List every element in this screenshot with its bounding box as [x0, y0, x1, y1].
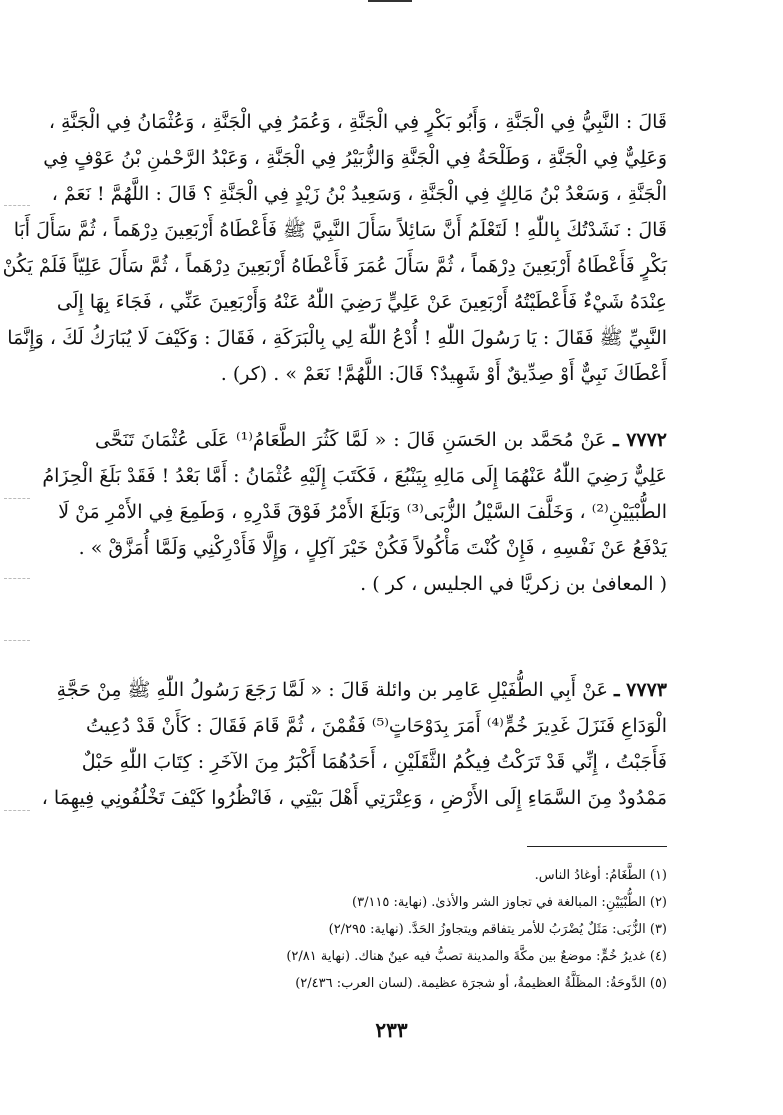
text-line: أَعْطَاكَ نَبِيٌّ أَوْ صِدِّيقٌ أَوْ شَهِيدٌ؟ قَالَ: اللَّهُمَّ! نَعَمْ » . (كر) . — [220, 363, 667, 385]
text-line: فَأَجَبْتُ ، إِنِّي قَدْ تَرَكْتُ فِيكُمُ الثَّقَلَيْنِ ، أَحَدُهُمَا أَكْبَرُ مِنَ الآخَرِ : كِتَابَ اللّٰهِ حَبْلٌ — [81, 751, 667, 773]
footnote: (٣) الزُّبَى: مَثَلٌ يُضْرَبُ للأمر يتفاقم ويتجاوزُ الحَدَّ. (نهاية: ٢/٢٩٥) — [328, 922, 667, 937]
footnote: (٢) الطُّبْيَيْنِ: المبالغة في تجاوز الشر والأذىٰ. (نهاية: ٣/١١٥) — [352, 895, 667, 910]
hadith-7773 — [41, 672, 667, 816]
text-line-content: عَنْ أَبِي الطُّفَيْلِ عَامِر بن وائلة قَالَ : « لَمَّا رَجَعَ رَسُولُ اللّٰهِ ﷺ مِنْ حَجَّةِ — [56, 679, 608, 701]
source-citation: ( المعافىٰ بن زكريَّا في الجليس ، كر ) . — [360, 573, 667, 595]
text-line: الطُّبْيَيْنِ⁽²⁾ ، وَخَلَّفَ السَّيْلُ الزُّبَى⁽³⁾ وَبَلَغَ الأَمْرُ فَوْقَ قَدْرِهِ ، وَطَمِعَ فِي الأَمْرِ مَنْ لَا — [58, 501, 667, 523]
gutter-mark — [4, 640, 30, 641]
gutter-mark — [4, 205, 30, 206]
text-line: قَالَ : نَشَدْتُكَ بِاللّٰهِ ! لَتَعْلَمُ أَنَّ سَائِلاً سَأَلَ النَّبِيَّ ﷺ فَأَعْطَاهُ أَرْبَعِينَ دِرْهَماً ، ثُمَّ سَأَلَ أَبَا — [13, 219, 667, 241]
text-line: وَعَلِيٌّ فِي الْجَنَّةِ ، وَطَلْحَةُ فِي الْجَنَّةِ وَالزُّبَيْرُ فِي الْجَنَّةِ ، وَعَبْدُ الرَّحْمٰنِ بْنُ عَوْفٍ فِي — [43, 147, 667, 169]
text-line: النَّبِيِّ ﷺ فَقَالَ : يَا رَسُولَ اللّٰهِ ! أُدْعُ اللّٰهَ لِي بِالْبَرَكَةِ ، فَقَالَ : وَكَيْفَ لَا يُبَارَكُ لَكَ ، وَإِنَّمَا — [7, 327, 667, 349]
hadith-number: ٧٧٧٣ ـ — [613, 679, 667, 701]
text-line — [56, 672, 667, 708]
footnotes — [95, 862, 667, 997]
text-line: مَمْدُودٌ مِنَ السَّمَاءِ إِلَى الأَرْضِ ، وَعِتْرَتِي أَهْلَ بَيْتِي ، فَانْظُرُوا كَيْفَ تَخْلُفُونِي فِيهِمَا ، — [41, 787, 667, 809]
footnote-divider — [527, 846, 667, 847]
page-number: ٢٣٣ — [375, 1018, 408, 1042]
hadith-7771-continuation — [2, 104, 667, 392]
text-line: قَالَ : النَّبِيُّ فِي الْجَنَّةِ ، وَأَبُو بَكْرٍ فِي الْجَنَّةِ ، وَعُمَرُ فِي الْجَنَّةِ ، وَعُثْمَانُ فِي الْجَنَّةِ ، — [48, 111, 667, 133]
footnote: (٤) غديرُ خُمٍّ: موضعٌ بين مكَّةَ والمدينة تصبُّ فيه عينٌ هناك. (نهاية ٢/٨١) — [286, 949, 667, 964]
gutter-mark — [4, 578, 30, 579]
text-line: الْجَنَّةِ ، وَسَعْدُ بْنُ مَالِكٍ فِي الْجَنَّةِ ، وَسَعِيدُ بْنُ زَيْدٍ فِي الْجَنَّةِ ؟ قَالَ : اللَّهُمَّ ! نَعَمْ ، — [51, 183, 667, 205]
gutter-mark — [4, 498, 30, 499]
top-edge-mark — [368, 0, 412, 2]
gutter-mark — [4, 810, 30, 811]
text-line-content: عَنْ مُحَمَّد بن الحَسَنِ قَالَ : « لَمَّا كَثُرَ الطَّعَامُ⁽¹⁾ عَلَى عُثْمَانَ تَنَحَّى — [95, 429, 607, 451]
hadith-7772 — [42, 422, 668, 602]
text-line: يَدْفَعُ عَنْ نَفْسِهِ ، فَإِنْ كُنْتَ مَأْكُولاً فَكُنْ خَيْرَ آكِلٍ ، وَإِلَّا فَأَدْرِكْنِي وَلَمَّا أُمَزَّقْ » . — [78, 537, 667, 559]
footnote: (١) الطَّغَامُ: أوغادُ الناس. — [534, 868, 667, 883]
hadith-number: ٧٧٧٢ ـ — [613, 429, 668, 451]
text-line: بَكْرٍ فَأَعْطَاهُ أَرْبَعِينَ دِرْهَماً ، ثُمَّ سَأَلَ عُمَرَ فَأَعْطَاهُ أَرْبَعِينَ دِرْهَماً ، ثُمَّ سَأَلَ عَلِيّاً فَلَمْ يَكُنْ — [2, 255, 667, 277]
text-line: الْوَدَاعِ فَنَزَلَ غَدِيرَ خُمٍّ⁽⁴⁾ أَمَرَ بِدَوْحَاتٍ⁽⁵⁾ فَقُمْنَ ، ثُمَّ قَامَ فَقَالَ : كَأَنْ قَدْ دُعِيتُ — [86, 715, 667, 737]
text-line: عِنْدَهُ شَيْءٌ فَأَعْطَيْتُهُ أَرْبَعِينَ عَنْ عَلِيٍّ رَضِيَ اللّٰهُ عَنْهُ وَأَرْبَعِينَ عَنِّي ، فَجَاءَ بِهَا إِلَى — [56, 291, 667, 313]
text-line: عَلِيٌّ رَضِيَ اللّٰهُ عَنْهُمَا إِلَى مَالِهِ بِيَنْبُعَ ، فَكَتَبَ إِلَيْهِ عُثْمَانُ : أَمَّا بَعْدُ ! فَقَدْ بَلَغَ الْحِزَامُ — [42, 465, 667, 487]
text-line — [95, 422, 667, 458]
footnote: (٥) الدَّوحَةُ: المظَلَّةُ العظيمةُ، أو شجرَة عظيمة. (لسان العرب: ٢/٤٣٦) — [295, 976, 667, 991]
